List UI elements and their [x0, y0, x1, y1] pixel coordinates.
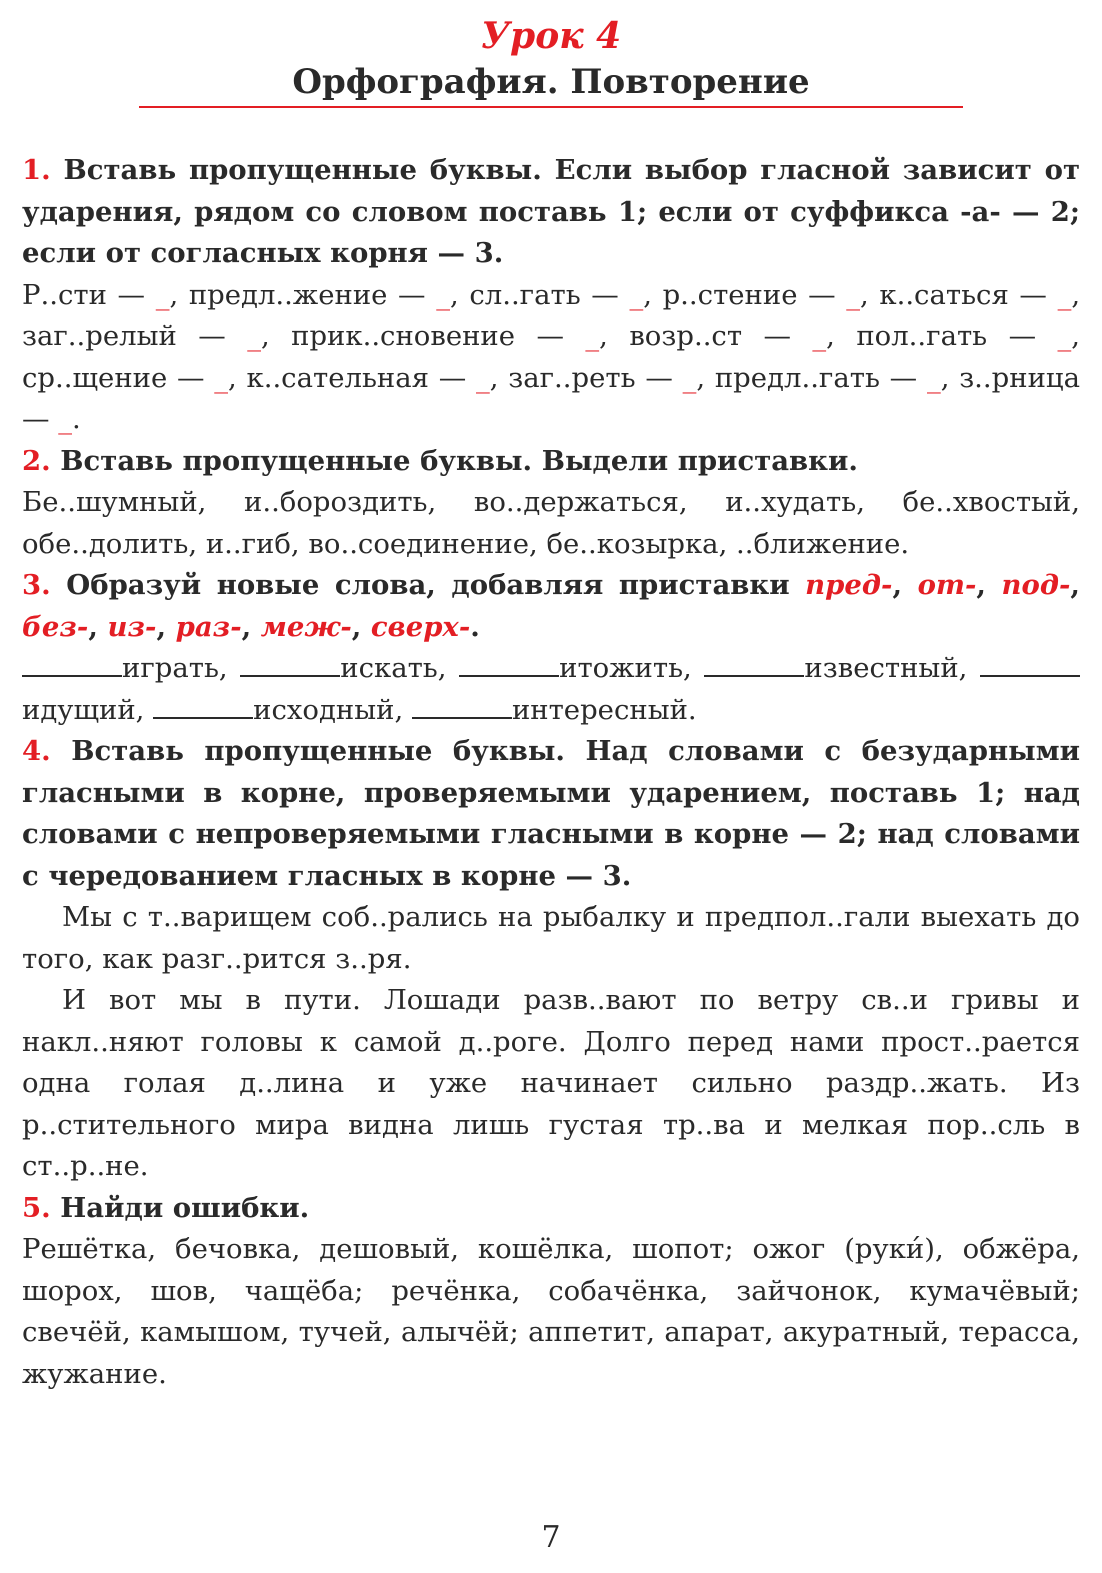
answer-blank: _ [629, 278, 644, 311]
task-1-word: заг..релый — [22, 320, 226, 352]
task-1-word: предл..гать — [714, 361, 918, 394]
answer-blank: _ [682, 361, 697, 394]
task-1-text: Вставь пропущенные буквы. Если выбор гласной зависит от ударения, рядом со словом поставь 1; если от суффикса -а- — 2; если от согласных корня — 3. [22, 154, 1080, 269]
task-3-word: идущий, [22, 693, 145, 726]
task-1-word: пол..гать — [856, 320, 1037, 352]
title-divider [139, 106, 963, 108]
task-1-word: к..саться — [879, 278, 1047, 311]
answer-blank: _ [475, 361, 490, 394]
task-1-word: предл..жение — [188, 278, 426, 311]
page-number: 7 [541, 1520, 561, 1555]
task-5-instruction [22, 1188, 1080, 1230]
task-1-word: Р..сти — [22, 278, 146, 311]
task-1-word: ср..щение — [22, 361, 205, 394]
task-3-body [22, 648, 1080, 731]
answer-blank: _ [58, 403, 72, 435]
task-2-body: Бе..шумный, и..бороздить, во..держаться, и..худать, бе..хвостый, обе..долить, и..гиб, во..соединение, бе..козырка, ..ближение. [22, 486, 1080, 560]
answer-blank: _ [926, 361, 941, 394]
task-1-word: возр..ст — [629, 320, 791, 352]
task-5-number: 5. [22, 1191, 51, 1224]
task-3-word: итожить, [559, 652, 692, 684]
prefix: сверх- [370, 610, 471, 643]
task-2-number: 2. [22, 444, 51, 477]
fill-in-line [459, 651, 559, 677]
answer-blank: _ [1057, 278, 1072, 311]
task-1-word: заг..реть — [508, 361, 673, 394]
exercises [22, 150, 1080, 1395]
fill-in-line [22, 651, 122, 677]
lesson-number: Урок 4 [480, 15, 622, 57]
task-4-text: Вставь пропущенные буквы. Над словами с безударными гласными в корне, проверяемыми ударением, поставь 1; над словами с непроверяемыми гласными в корне — 2; над словами с чередованием гласных в корне — 3. [22, 735, 1080, 892]
task-1-word: сл..гать — [469, 278, 619, 311]
fill-in-line [240, 651, 340, 677]
task-4-paragraph-1: Мы с т..варищем соб..рались на рыбалку и предпол..гали выехать до того, как разг..рится з..ря. [22, 901, 1080, 975]
task-2-text: Вставь пропущенные буквы. Выдели приставки. [60, 444, 858, 477]
task-1-word: з..рница — [22, 361, 1081, 435]
task-5-text: Найди ошибки. [60, 1191, 310, 1224]
answer-blank: _ [812, 320, 827, 352]
task-1-word: к..сательная — [246, 361, 467, 394]
answer-blank: _ [155, 278, 170, 311]
task-3-word: исходный, [253, 693, 404, 726]
task-3-text: Образуй новые слова, добавляя приставки [66, 569, 790, 601]
task-1-number: 1. [22, 154, 51, 186]
fill-in-line [980, 651, 1080, 677]
task-3-word: играть, [122, 652, 228, 684]
task-4-paragraph-2: И вот мы в пути. Лошади разв..вают по ветру св..и гривы и накл..няют головы к самой д..роге. Долго перед нами прост..рается одна голая д..лина и уже начинает сильно раздр..жать. Из р..стительного мира видна лишь густая тр..ва и мелкая пор..сль в ст..р..не. [22, 984, 1080, 1182]
task-2-instruction [22, 441, 1080, 483]
prefix: раз- [175, 610, 242, 643]
fill-in-line [153, 693, 253, 719]
task-4-instruction [22, 731, 1080, 897]
prefix: меж- [260, 610, 352, 643]
fill-in-line [412, 693, 512, 719]
answer-blank: _ [214, 361, 229, 394]
task-3-word: искать, [340, 652, 447, 684]
task-3-instruction: 3. Образуй новые слова, добавляя приставки пред-, от-, под-, без-, из-, раз-, меж-, сверх-. [22, 569, 1080, 643]
task-3-word: известный, [804, 652, 968, 684]
task-1-word: р..стение — [662, 278, 836, 311]
answer-blank: _ [436, 278, 450, 311]
answer-blank: _ [585, 320, 600, 352]
task-3-number: 3. [22, 569, 51, 601]
prefix: из- [107, 610, 157, 643]
prefix: под- [1001, 569, 1071, 601]
lesson-title: Орфография. Повторение [292, 62, 810, 102]
task-1-word: прик..сновение — [291, 320, 564, 352]
prefix: от- [917, 569, 977, 601]
task-1-body: Р..сти — _, предл..жение — _, сл..гать — _, р..стение — _, к..саться — _, заг..релый — _, прик..сновение — _, возр..ст — _, пол..гать — _, ср..щение — _, к..сательная — _, заг..реть — _, предл..гать — _, з..рница — _. [22, 278, 1081, 435]
prefix: пред- [805, 569, 893, 601]
answer-blank: _ [1057, 320, 1072, 352]
prefix: без- [22, 610, 89, 643]
task-5-body: Решётка, бечовка, дешовый, кошёлка, шопот; ожог (руки́), обжёра, шорох, шов, чащёба; речёнка, собачёнка, зайчонок, кумачёвый; свечёй, камышом, тучей, алычёй; аппетит, апарат, акуратный, терасса, жужание. [22, 1233, 1080, 1390]
answer-blank: _ [846, 278, 861, 311]
task-4-number: 4. [22, 735, 51, 767]
answer-blank: _ [247, 320, 261, 352]
fill-in-line [704, 651, 804, 677]
task-1-instruction [22, 150, 1080, 275]
task-3-word: интересный. [511, 693, 697, 726]
